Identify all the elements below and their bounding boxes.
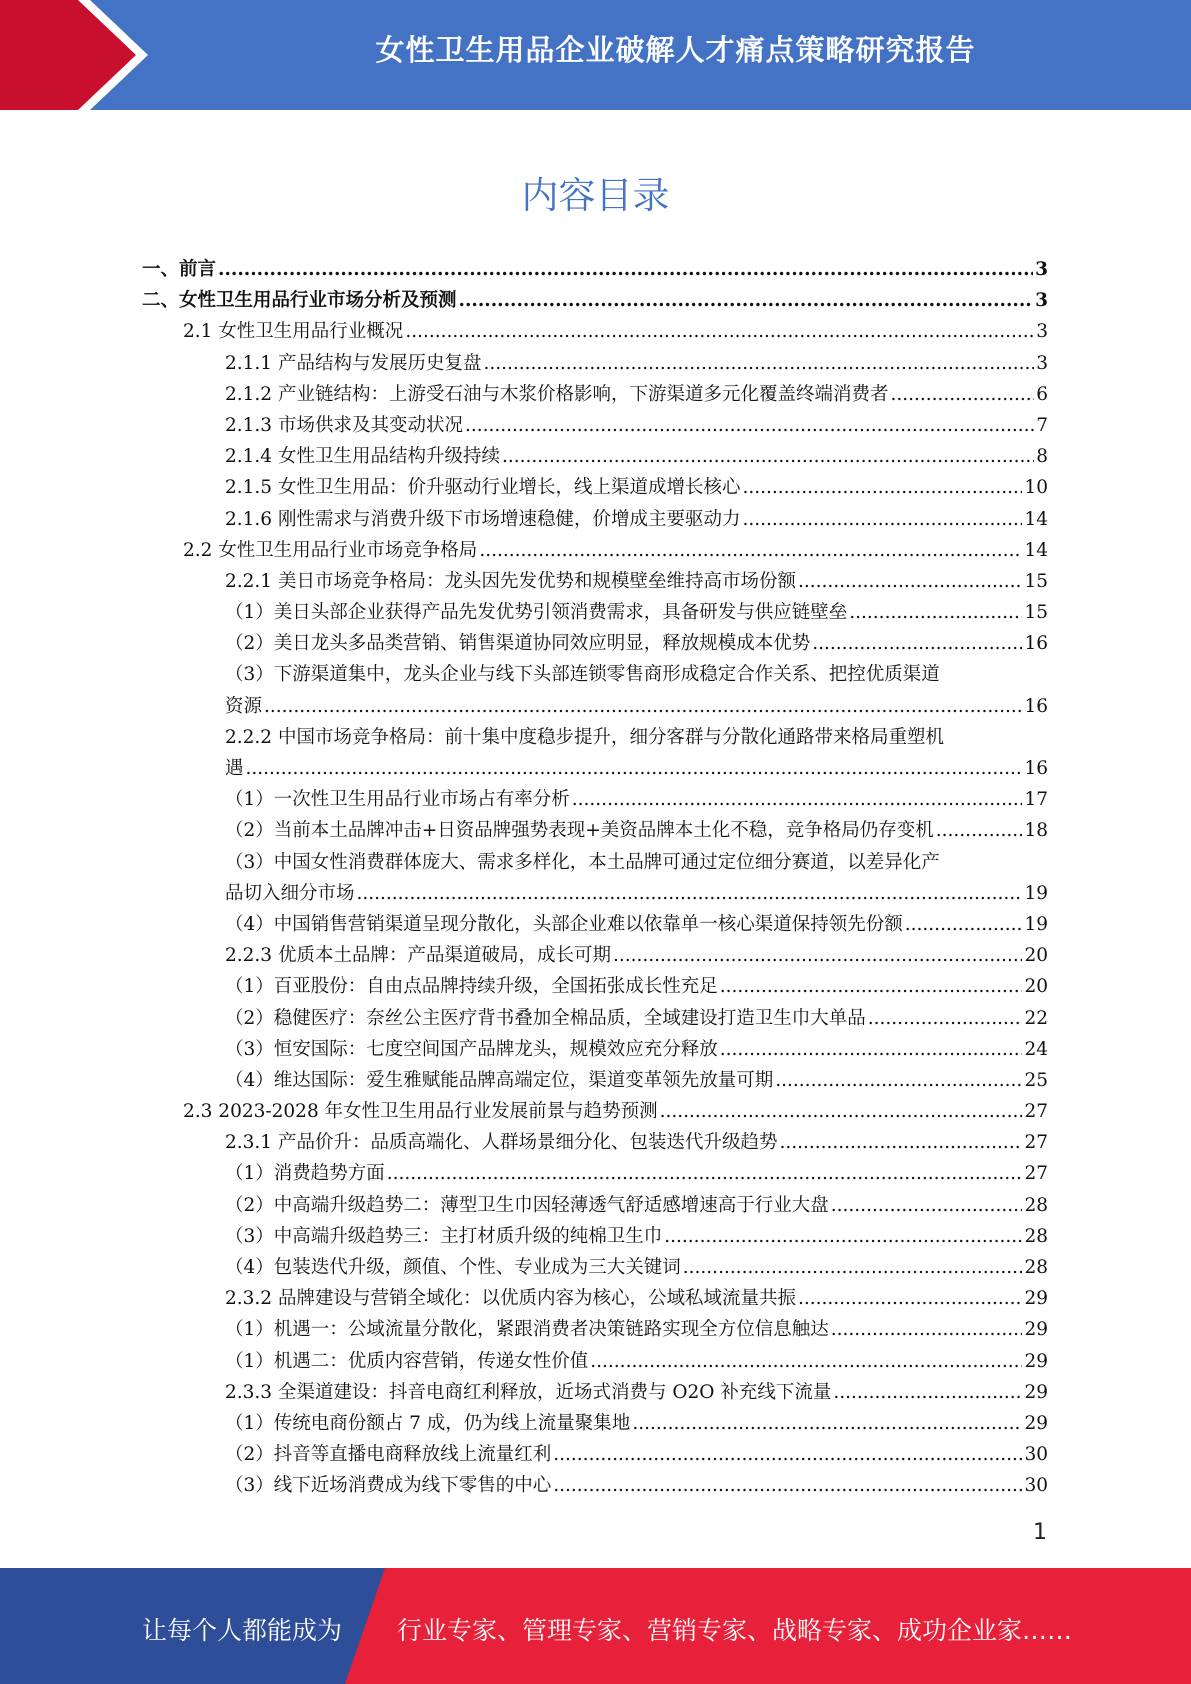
toc-entry-page: 29 (1024, 1381, 1048, 1403)
toc-entry[interactable] (0, 504, 1191, 535)
toc-entry-line (225, 1003, 1048, 1034)
toc-entry-title: （2）中高端升级趋势二：薄型卫生巾因轻薄透气舒适感增速高于行业大盘 (225, 1194, 829, 1216)
toc-entry[interactable] (0, 1065, 1191, 1096)
toc-entry[interactable] (0, 254, 1191, 285)
toc-entry-line (225, 597, 1048, 628)
footer-slogan-right: 行业专家、管理专家、营销专家、战略专家、成功企业家…… (397, 1616, 1073, 1645)
toc-entry-page: 3 (1035, 290, 1048, 312)
toc-entry-title: 2.1.5 女性卫生用品：价升驱动行业增长，线上渠道成增长核心 (225, 477, 741, 499)
toc-entry-page: 15 (1024, 602, 1048, 624)
toc-entry-page: 29 (1024, 1319, 1048, 1341)
footer-slogan-left: 让每个人都能成为 (142, 1616, 343, 1645)
toc-entry-page: 27 (1024, 1101, 1048, 1123)
toc-entry-title: 资源 (225, 695, 263, 717)
toc-entry[interactable] (0, 815, 1191, 846)
toc-entry[interactable] (0, 1377, 1191, 1408)
toc-entry-title: 2.3.1 产品价升：品质高端化、人群场景细分化、包装迭代升级趋势 (225, 1132, 778, 1154)
toc-entry-page: 30 (1024, 1444, 1048, 1466)
toc-entry-line (225, 472, 1048, 503)
toc-entry[interactable] (0, 628, 1191, 659)
toc-entry[interactable] (0, 535, 1191, 566)
toc-entry[interactable] (0, 597, 1191, 628)
toc-entry-line (225, 815, 1048, 846)
toc-entry[interactable] (0, 784, 1191, 815)
toc-entry-title: 一、前言 (142, 259, 217, 280)
toc-entry-page: 14 (1024, 539, 1048, 561)
toc-entry-page: 20 (1024, 976, 1048, 998)
toc-entry-page: 27 (1024, 1163, 1048, 1185)
toc-entry-page: 14 (1024, 508, 1048, 530)
page-number: 1 (1033, 1520, 1047, 1545)
toc-entry-title: 2.1.3 市场供求及其变动状况 (225, 414, 463, 436)
toc-entry-page: 3 (1036, 321, 1048, 343)
toc-entry-title-line1: （3）中国女性消费群体庞大、需求多样化，本土品牌可通过定位细分赛道，以差异化产 (225, 851, 940, 873)
toc-entry-page: 8 (1036, 446, 1048, 468)
toc-entry[interactable] (0, 1439, 1191, 1470)
toc-entry-line (225, 566, 1048, 597)
toc-entry-title: 2.2 女性卫生用品行业市场竞争格局 (183, 539, 478, 561)
dot-leader (387, 1158, 1023, 1189)
dot-leader (833, 1377, 1022, 1408)
toc-entry-page: 6 (1036, 383, 1048, 405)
dot-leader (720, 1034, 1023, 1065)
toc-entry-title: 2.3 2023-2028 年女性卫生用品行业发展前景与趋势预测 (183, 1101, 658, 1123)
toc-entry-line (225, 878, 1048, 909)
toc-entry-page: 10 (1024, 477, 1048, 499)
toc-entry-title: 2.3.3 全渠道建设：抖音电商红利释放，近场式消费与 O2O 补充线下流量 (225, 1381, 832, 1403)
toc-entry-line (183, 316, 1048, 347)
toc-entry-page: 3 (1036, 352, 1048, 374)
dot-leader (502, 441, 1034, 472)
toc-entry-line (183, 1096, 1048, 1127)
toc-entry[interactable] (0, 285, 1191, 316)
toc-entry-line (225, 940, 1048, 971)
toc-entry-title-line1: 2.2.2 中国市场竞争格局：前十集中度稳步提升，细分客群与分散化通路带来格局重塑机 (225, 726, 944, 748)
toc-entry[interactable] (0, 1252, 1191, 1283)
toc-entry-page: 18 (1024, 820, 1048, 842)
dot-leader (798, 566, 1022, 597)
dot-leader (405, 316, 1034, 347)
toc-entry-page: 16 (1024, 758, 1048, 779)
toc-entry-line (225, 348, 1048, 379)
toc-entry-line (225, 628, 1048, 659)
toc-entry-line (225, 504, 1048, 535)
dot-leader (798, 1283, 1022, 1314)
dot-leader (742, 504, 1022, 535)
table-of-contents (0, 254, 1191, 1502)
toc-heading: 内容目录 (521, 174, 670, 217)
toc-entry-page: 28 (1024, 1194, 1048, 1216)
toc-entry-line (225, 1252, 1048, 1283)
toc-entry[interactable] (0, 1470, 1191, 1501)
toc-entry[interactable] (0, 1190, 1191, 1221)
dot-leader (890, 379, 1034, 410)
dot-leader (936, 815, 1023, 846)
dot-leader (683, 1252, 1023, 1283)
toc-entry-title: 2.1.2 产业链结构：上游受石油与木浆价格影响，下游渠道多元化覆盖终端消费者 (225, 383, 889, 405)
dot-leader (868, 1003, 1023, 1034)
toc-entry-page: 19 (1024, 882, 1048, 904)
toc-entry-title: （1）机遇二：优质内容营销，传递女性价值 (225, 1350, 589, 1372)
toc-entry-title: （1）传统电商份额占 7 成，仍为线上流量聚集地 (225, 1412, 631, 1434)
toc-entry-line (225, 1034, 1048, 1065)
toc-entry[interactable] (0, 316, 1191, 347)
dot-leader (779, 1127, 1022, 1158)
toc-entry[interactable] (0, 1158, 1191, 1189)
toc-entry-title: 2.1.6 刚性需求与消费升级下市场增速稳健，价增成主要驱动力 (225, 508, 741, 530)
toc-entry[interactable] (0, 940, 1191, 971)
toc-entry-title: 品切入细分市场 (225, 882, 355, 904)
dot-leader (664, 1221, 1022, 1252)
toc-entry-line (225, 441, 1048, 472)
toc-entry-line (225, 691, 1048, 722)
dot-leader (553, 1439, 1022, 1470)
toc-entry-page: 28 (1024, 1257, 1048, 1278)
toc-entry-page: 3 (1035, 259, 1048, 280)
toc-entry-line (225, 784, 1048, 815)
toc-entry-line (225, 1377, 1048, 1408)
toc-entry[interactable] (0, 1034, 1191, 1065)
dot-leader (590, 1346, 1022, 1377)
toc-entry-page: 17 (1024, 789, 1048, 811)
toc-entry-title: 二、女性卫生用品行业市场分析及预测 (142, 290, 457, 312)
toc-entry-line (225, 1470, 1048, 1501)
toc-entry[interactable] (0, 722, 1191, 784)
toc-entry[interactable] (0, 1314, 1191, 1345)
toc-entry[interactable] (0, 1408, 1191, 1439)
toc-entry-title: （2）美日龙头多品类营销、销售渠道协同效应明显，释放规模成本优势 (225, 633, 811, 655)
toc-entry-page: 29 (1024, 1350, 1048, 1372)
toc-entry-page: 19 (1024, 913, 1048, 935)
report-title: 女性卫生用品企业破解人才痛点策略研究报告 (375, 33, 976, 67)
toc-entry-line (142, 254, 1048, 285)
dot-leader (775, 1065, 1022, 1096)
toc-entry-page: 7 (1036, 414, 1048, 436)
toc-entry-line (225, 971, 1048, 1002)
toc-entry-line (225, 410, 1048, 441)
toc-entry[interactable] (0, 971, 1191, 1002)
toc-entry[interactable] (0, 909, 1191, 940)
toc-entry[interactable] (0, 847, 1191, 909)
toc-entry-page: 20 (1024, 945, 1048, 967)
toc-entry[interactable] (0, 379, 1191, 410)
toc-entry-title: （2）抖音等直播电商释放线上流量红利 (225, 1444, 552, 1466)
toc-entry-title: （4）包装迭代升级，颜值、个性、专业成为三大关键词 (225, 1257, 681, 1278)
toc-entry-line (225, 1065, 1048, 1096)
toc-entry-line (142, 285, 1048, 316)
toc-entry[interactable] (0, 566, 1191, 597)
dot-leader (905, 909, 1023, 940)
toc-entry-title: （4）中国销售营销渠道呈现分散化，头部企业难以依靠单一核心渠道保持领先份额 (225, 913, 903, 935)
dot-leader (572, 784, 1023, 815)
toc-entry-title: （2）当前本土品牌冲击+日资品牌强势表现+美资品牌本土化不稳，竞争格局仍存变机 (225, 820, 934, 842)
toc-entry-page: 25 (1024, 1069, 1048, 1091)
toc-entry[interactable] (0, 1346, 1191, 1377)
toc-entry-title: （1）消费趋势方面 (225, 1163, 385, 1185)
toc-entry[interactable] (0, 1221, 1191, 1252)
toc-entry-line (225, 753, 1048, 784)
toc-entry-page: 15 (1024, 570, 1048, 592)
toc-entry-page: 30 (1024, 1475, 1048, 1497)
toc-entry-line (225, 1221, 1048, 1252)
toc-entry-page: 29 (1024, 1288, 1048, 1310)
toc-entry-page: 16 (1024, 633, 1048, 655)
toc-entry-title: （1）美日头部企业获得产品先发优势引领消费需求，具备研发与供应链壁垒 (225, 602, 848, 624)
toc-entry[interactable] (0, 441, 1191, 472)
dot-leader (812, 628, 1022, 659)
report-header-band (0, 0, 1191, 110)
toc-entry-title: （2）稳健医疗：奈丝公主医疗背书叠加全棉品质，全域建设打造卫生巾大单品 (225, 1007, 866, 1029)
toc-entry-title: 2.3.2 品牌建设与营销全域化：以优质内容为核心，公域私域流量共振 (225, 1288, 796, 1310)
toc-entry-title-line1: （3）下游渠道集中，龙头企业与线下头部连锁零售商形成稳定合作关系、把控优质渠道 (225, 664, 940, 686)
dot-leader (459, 285, 1034, 316)
toc-entry-page: 29 (1024, 1412, 1048, 1434)
toc-entry-line (225, 1127, 1048, 1158)
toc-entry-title: （3）中高端升级趋势三：主打材质升级的纯棉卫生巾 (225, 1225, 663, 1247)
toc-entry[interactable] (0, 659, 1191, 721)
toc-entry-page: 28 (1024, 1225, 1048, 1247)
toc-entry-title: （1）百亚股份：自由点品牌持续升级，全国拓张成长性充足 (225, 976, 718, 998)
dot-leader (831, 1190, 1023, 1221)
dot-leader (264, 691, 1022, 722)
toc-entry-title: 2.1.4 女性卫生用品结构升级持续 (225, 446, 500, 468)
toc-entry-title: 2.2.1 美日市场竞争格局：龙头因先发优势和规模壁垒维持高市场份额 (225, 570, 796, 592)
header-arrow-decoration (0, 0, 160, 110)
toc-entry-title: 遇 (225, 758, 244, 779)
toc-entry-line (225, 1190, 1048, 1221)
toc-entry-title: （3）恒安国际：七度空间国产品牌龙头，规模效应充分释放 (225, 1038, 718, 1060)
toc-entry-page: 24 (1024, 1038, 1048, 1060)
toc-entry-title: （4）维达国际：爱生雅赋能品牌高端定位，渠道变革领先放量可期 (225, 1069, 774, 1091)
toc-entry[interactable] (0, 1003, 1191, 1034)
toc-entry-line (183, 535, 1048, 566)
dot-leader (613, 940, 1022, 971)
toc-entry-title: （3）线下近场消费成为线下零售的中心 (225, 1475, 552, 1497)
toc-entry-line (225, 1158, 1048, 1189)
footer-banner (0, 1568, 1191, 1684)
dot-leader (465, 410, 1034, 441)
toc-entry[interactable] (0, 348, 1191, 379)
dot-leader (632, 1408, 1022, 1439)
toc-entry-line (225, 909, 1048, 940)
toc-entry-title: 2.1 女性卫生用品行业概况 (183, 321, 404, 343)
toc-entry-title: 2.1.1 产品结构与发展历史复盘 (225, 352, 482, 374)
toc-entry-line (225, 1283, 1048, 1314)
toc-entry-line (225, 379, 1048, 410)
dot-leader (483, 348, 1034, 379)
toc-entry-page: 27 (1024, 1132, 1048, 1154)
toc-entry-line (225, 1439, 1048, 1470)
dot-leader (218, 254, 1033, 285)
toc-entry-line (225, 1408, 1048, 1439)
dot-leader (246, 753, 1023, 784)
toc-entry-line (225, 1314, 1048, 1345)
dot-leader (849, 597, 1022, 628)
toc-entry[interactable] (0, 1283, 1191, 1314)
toc-entry[interactable] (0, 472, 1191, 503)
dot-leader (720, 971, 1023, 1002)
toc-entry-title: （1）一次性卫生用品行业市场占有率分析 (225, 789, 570, 811)
dot-leader (831, 1314, 1023, 1345)
toc-entry-title: （1）机遇一：公域流量分散化，紧跟消费者决策链路实现全方位信息触达 (225, 1319, 829, 1341)
toc-entry-page: 22 (1024, 1007, 1048, 1029)
toc-entry-page: 16 (1024, 695, 1048, 717)
dot-leader (553, 1470, 1022, 1501)
dot-leader (357, 878, 1023, 909)
dot-leader (742, 472, 1022, 503)
dot-leader (660, 1096, 1023, 1127)
dot-leader (479, 535, 1022, 566)
toc-entry-line (225, 1346, 1048, 1377)
toc-entry-title: 2.2.3 优质本土品牌：产品渠道破局，成长可期 (225, 945, 611, 967)
toc-entry[interactable] (0, 410, 1191, 441)
toc-entry[interactable] (0, 1096, 1191, 1127)
toc-entry[interactable] (0, 1127, 1191, 1158)
